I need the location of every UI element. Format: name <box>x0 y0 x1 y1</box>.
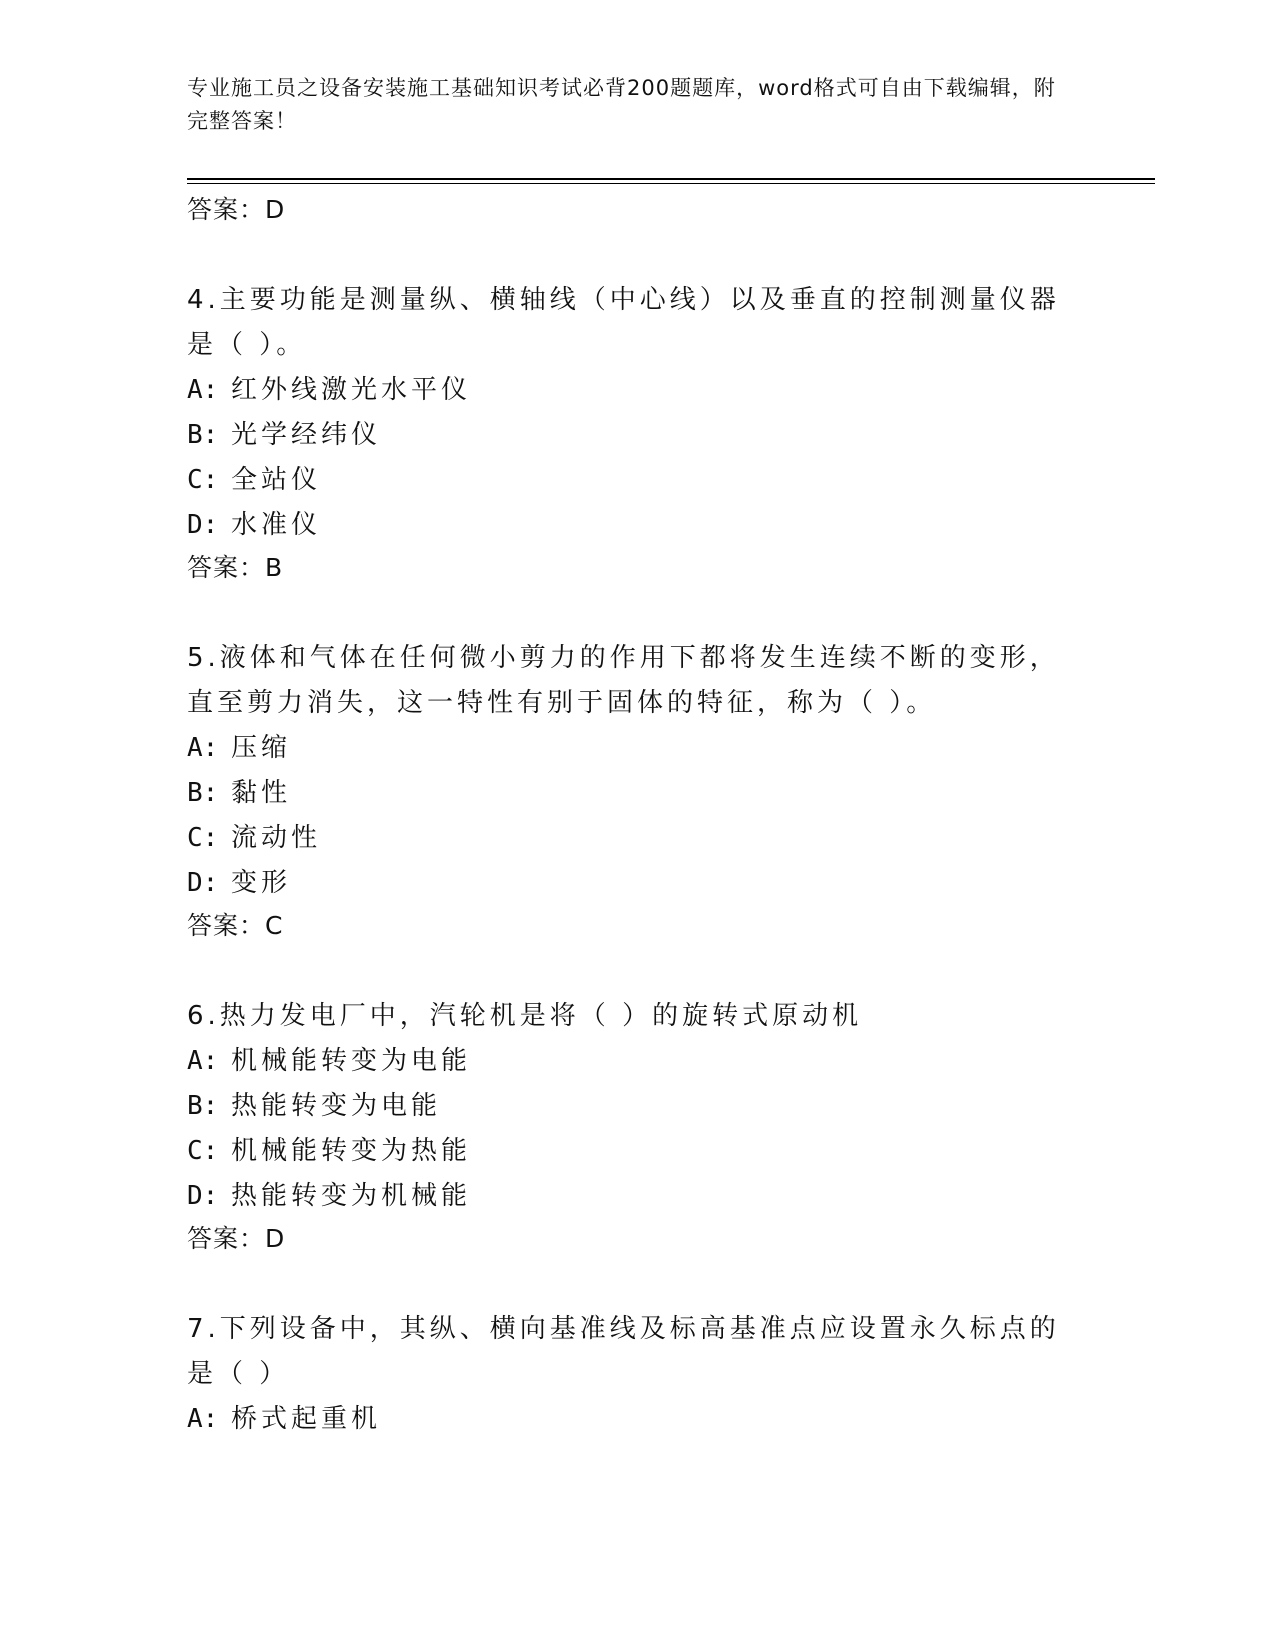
option-letter: A: <box>187 733 219 763</box>
answer-line: 答案：D <box>187 1224 286 1253</box>
option-b <box>187 1084 1067 1129</box>
option-letter: D: <box>187 868 219 898</box>
option-b <box>187 413 1067 458</box>
option-a <box>187 368 1067 413</box>
option-letter: C: <box>187 823 219 853</box>
option-c <box>187 816 1067 861</box>
answer-line: 答案：C <box>187 911 284 940</box>
option-text: 红外线激光水平仪 <box>231 375 472 405</box>
option-text: 变形 <box>231 868 292 898</box>
option-a <box>187 1397 1067 1442</box>
option-text: 桥式起重机 <box>231 1404 382 1434</box>
option-letter: D: <box>187 510 219 540</box>
question-item <box>187 1307 1067 1442</box>
option-letter: B: <box>187 420 219 450</box>
question-text: 7.下列设备中，其纵、横向基准线及标高基准点应设置永久标点的是（ ） <box>187 1314 1060 1389</box>
option-text: 水准仪 <box>231 510 322 540</box>
question-text: 5.液体和气体在任何微小剪力的作用下都将发生连续不断的变形，直至剪力消失，这一特性有别于固体的特征，称为（ ）。 <box>187 643 1060 718</box>
header-divider-thin <box>187 183 1155 184</box>
option-letter: A: <box>187 375 219 405</box>
option-text: 光学经纬仪 <box>231 420 382 450</box>
option-letter: A: <box>187 1404 219 1434</box>
option-text: 黏性 <box>231 778 292 808</box>
question-text: 4.主要功能是测量纵、横轴线（中心线）以及垂直的控制测量仪器是（ ）。 <box>187 285 1060 360</box>
page-header-title: 专业施工员之设备安装施工基础知识考试必背200题题库，word格式可自由下载编辑，附完整答案！ <box>187 76 1056 133</box>
question-item <box>187 636 1067 946</box>
option-text: 压缩 <box>231 733 292 763</box>
question-list <box>187 190 1067 1442</box>
option-text: 热能转变为机械能 <box>231 1181 472 1211</box>
option-text: 机械能转变为电能 <box>231 1046 472 1076</box>
option-a <box>187 726 1067 771</box>
option-d <box>187 861 1067 906</box>
option-c <box>187 1129 1067 1174</box>
question-item <box>187 994 1067 1259</box>
option-a <box>187 1039 1067 1084</box>
option-d <box>187 503 1067 548</box>
answer-line: 答案：D <box>187 195 286 224</box>
question-text: 6.热力发电厂中，汽轮机是将（ ）的旋转式原动机 <box>187 1001 863 1031</box>
option-letter: D: <box>187 1181 219 1211</box>
option-letter: A: <box>187 1046 219 1076</box>
option-text: 流动性 <box>231 823 322 853</box>
option-text: 全站仪 <box>231 465 322 495</box>
option-d <box>187 1174 1067 1219</box>
answer-line: 答案：B <box>187 553 284 582</box>
option-b <box>187 771 1067 816</box>
option-letter: B: <box>187 778 219 808</box>
header-divider <box>187 178 1155 180</box>
option-text: 热能转变为电能 <box>231 1091 442 1121</box>
option-letter: B: <box>187 1091 219 1121</box>
option-text: 机械能转变为热能 <box>231 1136 472 1166</box>
option-letter: C: <box>187 1136 219 1166</box>
option-c <box>187 458 1067 503</box>
question-item <box>187 278 1067 588</box>
option-letter: C: <box>187 465 219 495</box>
